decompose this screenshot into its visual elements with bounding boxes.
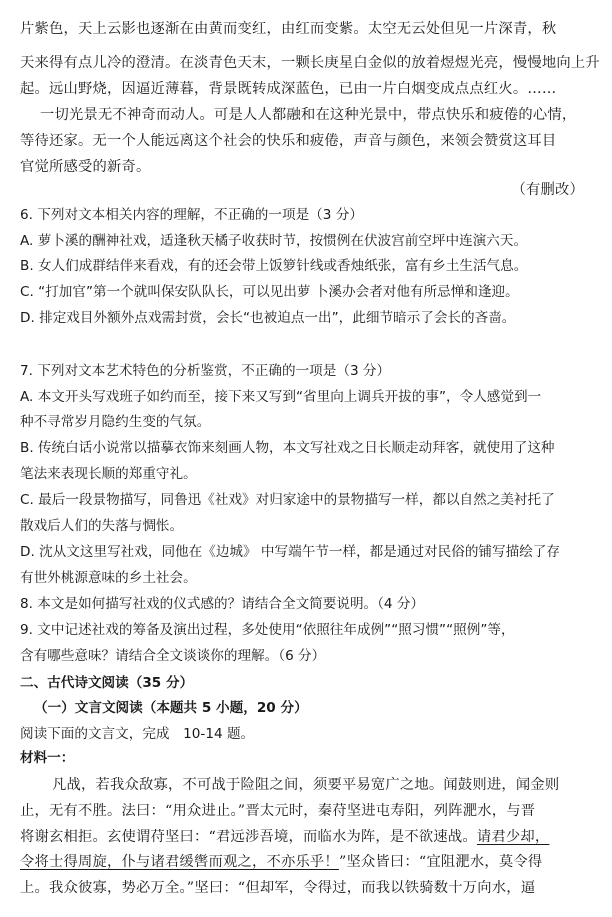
q7-option-b-line2: 笔法来表现长顺的郑重守礼。	[20, 466, 197, 482]
q7-option-c-line1: C. 最后一段景物描写，同鲁迅《社戏》对归家途中的景物描写一样，都以自然之美衬托了	[20, 492, 555, 508]
story-line-6: 官觉所感受的新奇。	[20, 159, 151, 175]
q6-option-c: C. “打加官”第一个就叫保安队队长，可以见出萝 卜溪办会者对他有所忌惮和逢迎。	[20, 284, 519, 300]
q6-option-b: B. 女人们成群结伴来看戏，有的还会带上饭箩针线或香烛纸张，富有乡土生活气息。	[20, 258, 528, 274]
q7-option-a-line1: A. 本文开头写戏班子如约而至，接下来又写到“省里向上调兵开拔的事”，令人感觉到一	[20, 389, 542, 405]
story-line-3: 起。远山野烧，因逼近薄暮，背景既转成深蓝色，已由一片白烟变成点点红火。……	[20, 81, 557, 97]
passage-line-1: 凡战，若我众敌寡，不可战于险阻之间，须要平易宽广之地。闻鼓则进，闻金则	[52, 777, 560, 793]
passage-line-3	[20, 830, 549, 844]
q6-option-d: D. 排定戏目外额外点戏需封赏，会长“也被迫点一出”，此细节暗示了会长的吝啬。	[20, 310, 516, 326]
q7-option-d-line2: 有世外桃源意味的乡土社会。	[20, 570, 197, 586]
q7-option-a-line2: 种不寻常岁月隐约生变的气氛。	[20, 414, 211, 430]
passage-line-4-text: ”坚众皆曰：“宜阻淝水，莫令得	[338, 854, 543, 870]
story-line-1: 片紫色，天上云影也逐渐在由黄而变红，由红而变紫。太空无云处但见一片深青，秋	[20, 21, 557, 37]
q7-stem: 7. 下列对文本艺术特色的分析鉴赏，不正确的一项是（3 分）	[20, 363, 391, 379]
subsection-heading: （一）文言文阅读（本题共 5 小题，20 分）	[34, 700, 308, 716]
source-note: （有删改）	[511, 182, 584, 198]
underlined-sentence-part1: 请君少却，	[476, 829, 550, 845]
passage-line-5: 上。我众彼寡，势必万全。”坚曰：“但却军，令得过，而我以铁骑数十万向水，逼	[20, 880, 536, 896]
q6-option-a: A. 萝卜溪的酬神社戏，适逢秋天橘子收获时节，按惯例在伏波宫前空坪中连演六天。	[20, 233, 528, 249]
question-8: 8. 本文是如何描写社戏的仪式感的？请结合全文简要说明。（4 分）	[20, 596, 425, 612]
q7-option-c-line2: 散戏后人们的失落与惆怅。	[20, 518, 184, 534]
q6-stem: 6. 下列对文本相关内容的理解，不正确的一项是（3 分）	[20, 207, 363, 223]
material-title: 材料一：	[20, 750, 75, 766]
passage-line-4	[20, 855, 542, 869]
q9-line-1: 9. 文中记述社戏的筹备及演出过程，多处使用“依照往年成例”“照习惯”“照例”等，	[20, 622, 515, 638]
q7-option-b-line1: B. 传统白话小说常以描摹衣饰来刻画人物，本文写社戏之日长顺走动拜客，就使用了这种	[20, 440, 555, 456]
story-line-4: 一切光景无不神奇而动人。可是人人都融和在这种光景中，带点快乐和疲倦的心情，	[40, 107, 577, 123]
q9-line-2: 含有哪些意味？请结合全文谈谈你的理解。（6 分）	[20, 648, 326, 664]
underlined-sentence-part2: 令将士得周旋，仆与诸君缓辔而观之，不亦乐乎！	[20, 854, 339, 870]
story-line-5: 等待还家。无一个人能远离这个社会的快乐和疲倦，声音与颜色，来领会赞赏这耳目	[20, 133, 557, 149]
reading-instruction: 阅读下面的文言文，完成 10-14 题。	[20, 726, 255, 742]
passage-line-2: 止，无有不胜。法曰：“用众进止。”晋太元时，秦苻坚进屯寿阳，列阵淝水，与晋	[20, 803, 536, 819]
story-line-2: 天来得有点儿冷的澄清。在淡青色天末，一颗长庚星白金似的放着煜煜光亮，慢慢地向上升	[20, 55, 600, 71]
passage-line-3-text: 将谢玄相拒。玄使谓苻坚曰：“君远涉吾境，而临水为阵，是不欲速战。	[20, 829, 477, 845]
section-heading: 二、古代诗文阅读（35 分）	[20, 675, 194, 691]
q7-option-d-line1: D. 沈从文这里写社戏，同他在《边城》 中写端午节一样，都是通过对民俗的铺写描绘了存	[20, 544, 560, 560]
